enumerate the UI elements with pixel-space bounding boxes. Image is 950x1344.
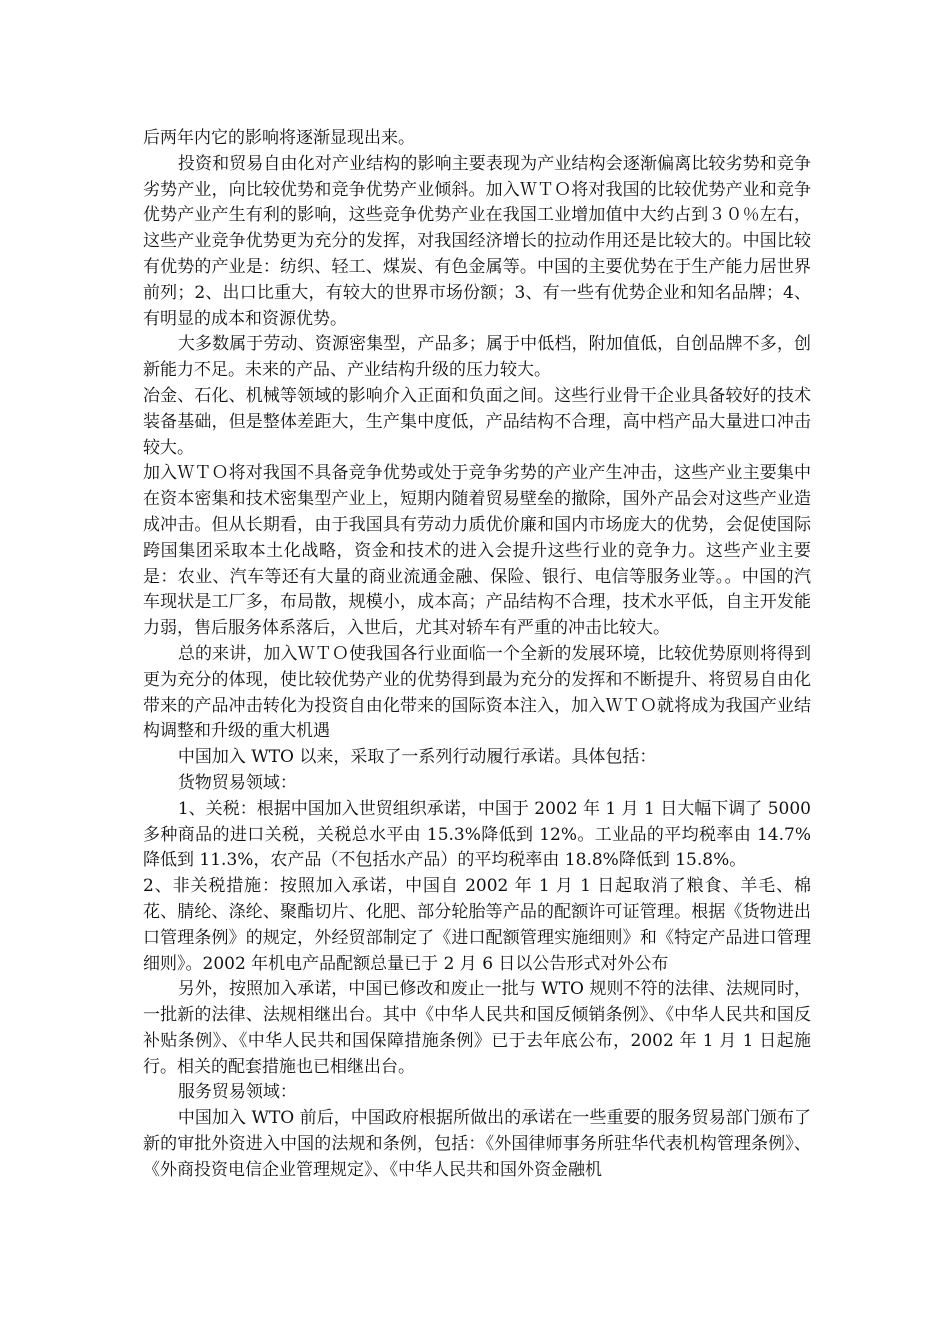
paragraph: 后两年内它的影响将逐渐显现出来。 bbox=[143, 128, 415, 148]
paragraph: 加入ＷＴＯ将对我国不具备竞争优势或处于竞争劣势的产业产生冲击，这些产业主要集中在资本密集和技术密集型产业上，短期内随着贸易壁垒的撤除，国外产品会对这些产业造成冲击。但从长期看，由于我国具有劳动力质优价廉和国内市场庞大的优势，会促使国际跨国集团采取本土化战略，资金和技术的进入会提升这些行业的竞争力。这些产业主要是：农业、汽车等还有大量的商业流通金融、保险、银行、电信等服务业等。。中国的汽车现状是工厂多，布局散，规模小，成本高；产品结构不合理，技术水平低，自主开发能力弱，售后服务体系落后，入世后，尤其对轿车有严重的冲击比较大。 bbox=[143, 463, 811, 639]
paragraph: 大多数属于劳动、资源密集型，产品多；属于中低档，附加值低，自创品牌不多，创新能力不足。未来的产品、产业结构升级的压力较大。 bbox=[143, 334, 811, 381]
paragraph: 1、关税：根据中国加入世贸组织承诺，中国于 2002 年 1 月 1 日大幅下调了 5000 多种商品的进口关税，关税总水平由 15.3%降低到 12%。工业品的平均税率由 14.7%降低到 11.3%，农产品（不包括水产品）的平均税率由 18.8%降低到 15.8%。 bbox=[143, 798, 811, 871]
paragraph: 总的来讲，加入ＷＴＯ使我国各行业面临一个全新的发展环境，比较优势原则将得到更为充分的体现，使比较优势产业的优势得到最为充分的发挥和不断提升、将贸易自由化带来的产品冲击转化为投资自由化带来的国际资本注入，加入ＷＴＯ就将成为我国产业结构调整和升级的重大机遇 bbox=[143, 643, 811, 742]
paragraph: 中国加入 WTO 前后，中国政府根据所做出的承诺在一些重要的服务贸易部门颁布了新的审批外资进入中国的法规和条例，包括：《外国律师事务所驻华代表机构管理条例》、《外商投资电信企业管理规定》、《中华人民共和国外资金融机 bbox=[143, 1108, 811, 1180]
document-body bbox=[143, 126, 811, 1184]
paragraph: 2、非关税措施：按照加入承诺，中国自 2002 年 1 月 1 日起取消了粮食、羊毛、棉花、腈纶、涤纶、聚酯切片、化肥、部分轮胎等产品的配额许可证管理。根据《货物进出口管理条例》的规定，外经贸部制定了《进口配额管理实施细则》和《特定产品进口管理细则》。2002 年机电产品配额总量已于 2 月 6 日以公告形式对外公布 bbox=[143, 876, 811, 974]
paragraph: 投资和贸易自由化对产业结构的影响主要表现为产业结构会逐渐偏离比较劣势和竞争劣势产业，向比较优势和竞争优势产业倾斜。加入ＷＴＯ将对我国的比较优势产业和竞争优势产业产生有利的影响，这些竞争优势产业在我国工业增加值中大约占到３０％左右，这些产业竞争优势更为充分的发挥，对我国经济增长的拉动作用还是比较大的。中国比较有优势的产业是：纺织、轻工、煤炭、有色金属等。中国的主要优势在于生产能力居世界前列；2、出口比重大，有较大的世界市场份额；3、有一些有优势企业和知名品牌；4、有明显的成本和资源优势。 bbox=[143, 153, 811, 329]
paragraph: 冶金、石化、机械等领域的影响介入正面和负面之间。这些行业骨干企业具备较好的技术装备基础，但是整体差距大，生产集中度低，产品结构不合理，高中档产品大量进口冲击较大。 bbox=[143, 385, 811, 458]
section-heading: 货物贸易领域： bbox=[177, 772, 297, 793]
section-heading: 服务贸易领域： bbox=[177, 1082, 297, 1103]
paragraph: 另外，按照加入承诺，中国已修改和废止一批与 WTO 规则不符的法律、法规同时，一批新的法律、法规相继出台。其中《中华人民共和国反倾销条例》、《中华人民共和国反补贴条例》、《中华人民共和国保障措施条例》已于去年底公布，2002 年 1 月 1 日起施行。相关的配套措施也已相继出台。 bbox=[143, 979, 811, 1077]
paragraph: 中国加入 WTO 以来，采取了一系列行动履行承诺。具体包括： bbox=[177, 747, 657, 768]
